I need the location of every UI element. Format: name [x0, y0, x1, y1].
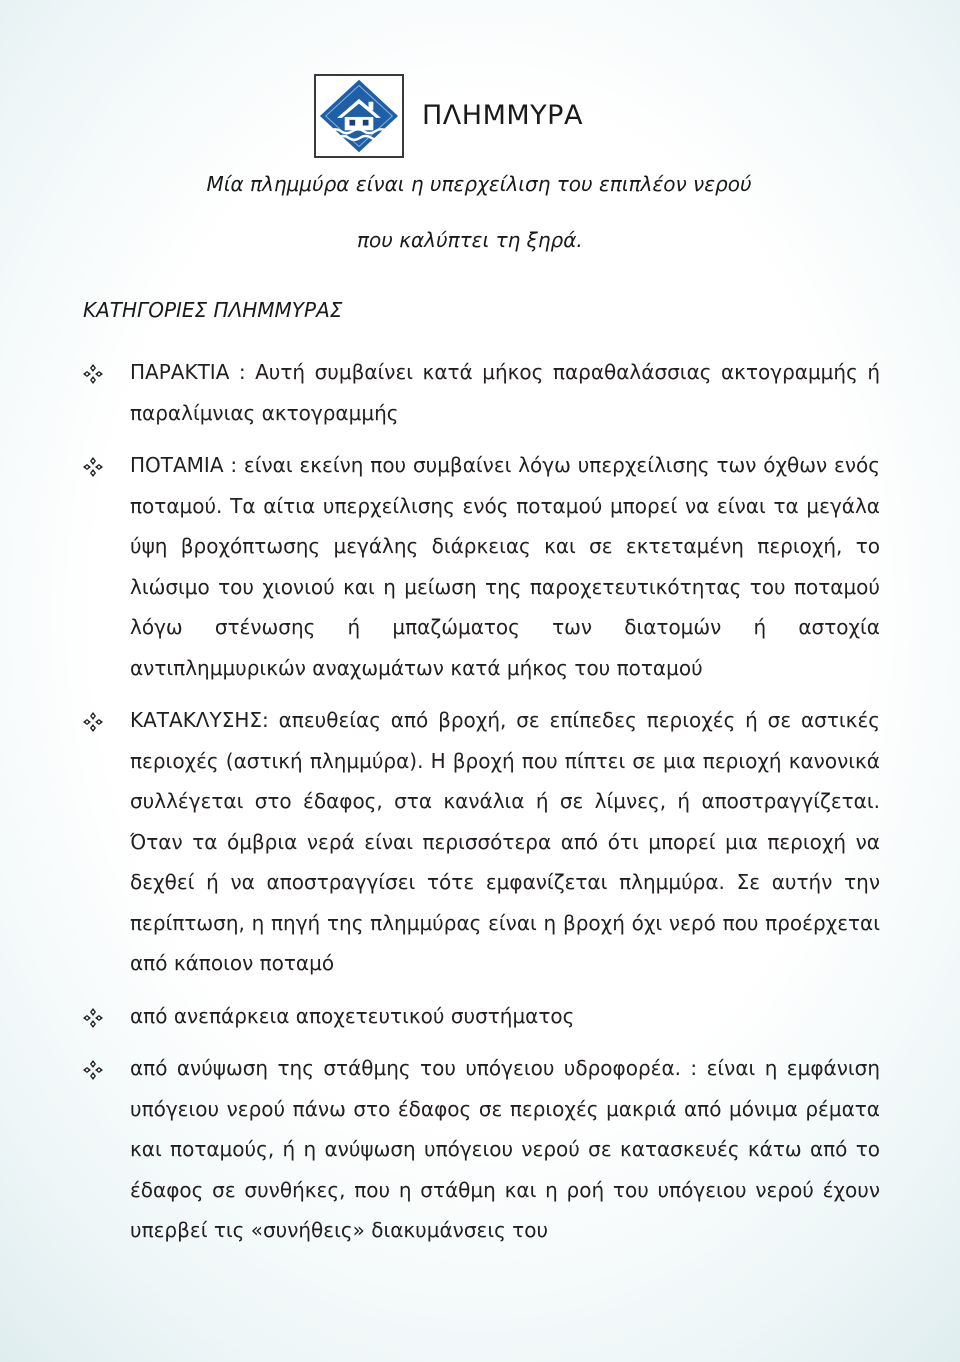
- list-item-text: από ανεπάρκεια αποχετευτικού συστήματος: [130, 1003, 575, 1028]
- four-diamond-bullet-icon: [82, 711, 104, 733]
- list-item-text: ΠΑΡΑΚΤΙΑ : Αυτή συμβαίνει κατά μήκος παραθαλάσσιας ακτογραμμής ή παραλίμνιας ακτογραμμής: [130, 360, 880, 425]
- categories-heading: ΚΑΤΗΓΟΡΙΕΣ ΠΛΗΜΜΥΡΑΣ: [83, 298, 343, 322]
- list-item-river: [82, 445, 880, 688]
- list-item-text: ΠΟΤΑΜΙΑ : είναι εκείνη που συμβαίνει λόγω υπερχείλισης των όχθων ενός ποταμού. Τα αίτια υπερχείλισης ενός ποταμού μπορεί να είναι τα μεγάλα ύψη βροχόπτωσης μεγάλης διάρκειας και σε εκτεταμένη περιοχή, το λιώσιμο του χιονιού και η μείωση της παροχετευτικότητας του ποταμού λόγω στένωσης ή μπαζώματος των διατομών ή αστοχία αντιπλημμυρικών αναχωμάτων κατά μήκος του ποταμού: [130, 453, 880, 680]
- list-item-inundation: [82, 700, 880, 984]
- page-title: ΠΛΗΜΜΥΡΑ: [422, 100, 583, 131]
- tagline-line-2: που καλύπτει τη ξηρά.: [357, 228, 583, 252]
- four-diamond-bullet-icon: [82, 1007, 104, 1029]
- flood-house-warning-icon: [314, 74, 404, 158]
- list-item-groundwater: [82, 1048, 880, 1251]
- tagline-line-1: Μία πλημμύρα είναι η υπερχείλιση του επιπλέον νερού: [206, 172, 752, 196]
- flood-logo-graphic: [316, 76, 402, 156]
- four-diamond-bullet-icon: [82, 363, 104, 385]
- four-diamond-bullet-icon: [82, 1059, 104, 1081]
- list-item-text: ΚΑΤΑΚΛΥΣΗΣ: απευθείας από βροχή, σε επίπεδες περιοχές ή σε αστικές περιοχές (αστική πλημμύρα). Η βροχή που πίπτει σε μια περιοχή κανονικά συλλέγεται στο έδαφος, στα κανάλια ή σε λίμνες, ή αποστραγγίζεται. Όταν τα όμβρια νερά είναι περισσότερα από ότι μπορεί μια περιοχή να δεχθεί ή να αποστραγγίσει τότε εμφανίζεται πλημμύρα. Σε αυτήν την περίπτωση, η πηγή της πλημμύρας είναι η βροχή όχι νερό που προέρχεται από κάποιον ποταμό: [130, 708, 880, 975]
- list-item-coastal: [82, 352, 880, 433]
- four-diamond-bullet-icon: [82, 456, 104, 478]
- list-item-sewer: [82, 996, 880, 1037]
- categories-list: [82, 352, 880, 1251]
- list-item-text: από ανύψωση της στάθμης του υπόγειου υδροφορέα. : είναι η εμφάνιση υπόγειου νερού πάνω στο έδαφος σε περιοχές μακριά από μόνιμα ρέματα και ποταμούς, ή η ανύψωση υπόγειου νερού σε κατασκευές κάτω από το έδαφος σε συνθήκες, που η στάθμη και η ροή του υπόγειου νερού έχουν υπερβεί τις «συνήθεις» διακυμάνσεις του: [130, 1056, 880, 1242]
